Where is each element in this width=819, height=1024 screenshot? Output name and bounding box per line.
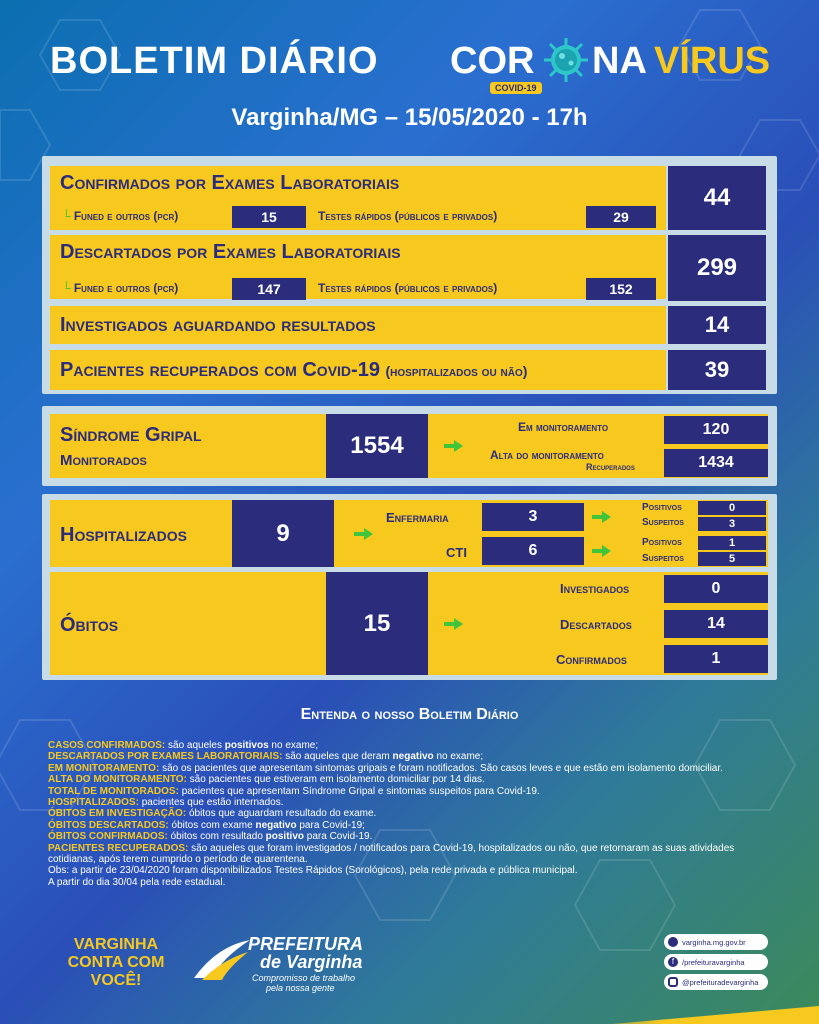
investigados-label: Investigados aguardando resultados xyxy=(60,314,376,336)
sindrome-label: Síndrome Gripal xyxy=(60,424,202,446)
title-na: NA xyxy=(592,40,647,82)
alta-sub: Recuperados xyxy=(586,462,635,472)
legend-obs2: A partir do dia 30/04 pela rede estadual. xyxy=(48,876,226,888)
obitos-label: Óbitos xyxy=(60,614,119,636)
legend-title: Entenda o nosso Boletim Diário xyxy=(300,706,519,723)
legend-item: HOSPITALIZADOS: pacientes que estão internados. xyxy=(48,797,284,809)
conf-funed-label: └ Funed e outros (pcr) xyxy=(62,209,179,223)
obitos-total: 15 xyxy=(326,572,428,675)
legend-item: ÓBITOS EM INVESTIGAÇÃO: óbitos que aguardam resultado do exame. xyxy=(48,808,377,820)
slogan-line2: CONTA COM xyxy=(67,954,165,971)
em-monitoramento-label: Em monitoramento xyxy=(518,420,609,434)
enfermaria-arrow-icon xyxy=(592,511,612,523)
obitos-confirmados-value: 1 xyxy=(664,645,768,673)
subtitle: Varginha/MG – 15/05/2020 - 17h xyxy=(231,104,588,131)
sindrome-arrow-icon xyxy=(444,440,464,452)
enf-sus-label: Suspeitos xyxy=(642,517,684,528)
conf-funed-value: 15 xyxy=(232,206,306,228)
obitos-arrow-icon xyxy=(444,618,464,630)
conf-rapidos-label: Testes rápidos (públicos e privados) xyxy=(318,209,498,223)
legend-item: PACIENTES RECUPERADOS: são aqueles que foram investigados / notificados para Covid-19, hospitalizados ou não, que retornaram as suas atividades cotidianas, após terem cumprido o período de quarentena. xyxy=(48,842,735,866)
cti-arrow-icon xyxy=(592,545,612,557)
cti-pos-label: Positivos xyxy=(642,537,682,548)
header-title xyxy=(50,30,780,100)
cti-label: CTI xyxy=(446,545,467,560)
desc-funed-value: 147 xyxy=(232,278,306,300)
obitos-descartados-label: Descartados xyxy=(560,617,632,632)
hospitalizados-total: 9 xyxy=(232,500,334,567)
legend-item: ALTA DO MONITORAMENTO: são pacientes que estiveram em isolamento domiciliar por 14 dias. xyxy=(48,774,485,786)
conf-rapidos-value: 29 xyxy=(586,206,656,228)
logo-line3: Compromisso de trabalho xyxy=(252,973,356,983)
cti-value: 6 xyxy=(482,537,584,565)
confirmados-label: Confirmados por Exames Laboratoriais xyxy=(60,172,400,194)
legend-item: ÓBITOS DESCARTADOS: óbitos com exame negativo para Covid-19; xyxy=(48,819,365,831)
investigados-total: 14 xyxy=(668,306,766,344)
enfermaria-label: Enfermaria xyxy=(386,510,449,525)
logo-line4: pela nossa gente xyxy=(266,983,335,993)
desc-rapidos-label: Testes rápidos (públicos e privados) xyxy=(318,281,498,295)
descartados-label: Descartados por Exames Laboratoriais xyxy=(60,241,401,263)
obitos-descartados-value: 14 xyxy=(664,610,768,638)
instagram-link[interactable] xyxy=(664,974,768,990)
footer-slogan xyxy=(52,936,180,990)
sindrome-sub: Monitorados xyxy=(60,452,147,469)
obitos-investigados-label: Investigados xyxy=(560,581,630,596)
legend-item: CASOS CONFIRMADOS: são aqueles positivos no exame; xyxy=(48,740,319,751)
conf-funed-text: Funed e outros (pcr) xyxy=(73,209,179,223)
logo-line1: PREFEITURA xyxy=(248,934,364,954)
enf-pos-label: Positivos xyxy=(642,502,682,513)
site-text: varginha.mg.gov.br xyxy=(682,937,746,947)
site-link[interactable] xyxy=(664,934,768,950)
virus-icon xyxy=(542,36,590,84)
slogan-line3: VOCÊ! xyxy=(90,972,142,989)
em-monitoramento-value: 120 xyxy=(664,416,768,444)
confirmados-total: 44 xyxy=(668,166,766,230)
cti-sus-value: 5 xyxy=(698,552,766,566)
globe-icon xyxy=(668,937,678,947)
enf-pos-value: 0 xyxy=(698,501,766,515)
bottom-stripe xyxy=(560,1006,819,1024)
recuperados-total: 39 xyxy=(668,350,766,390)
cti-pos-value: 1 xyxy=(698,536,766,550)
enfermaria-value: 3 xyxy=(482,503,584,531)
facebook-link[interactable] xyxy=(664,954,768,970)
desc-funed-text: Funed e outros (pcr) xyxy=(73,281,179,295)
obitos-investigados-value: 0 xyxy=(664,575,768,603)
prefeitura-logo xyxy=(192,934,392,994)
legend-obs1: Obs: a partir de 23/04/2020 foram disponibilizados Testes Rápidos (Sorológicos), pela rede privada e pública municipal. xyxy=(48,865,578,877)
legend-item: EM MONITORAMENTO: são os pacientes que apresentam sintomas gripais e foram notificados. São casos leves e que estão em isolamento domiciliar. xyxy=(48,762,723,774)
facebook-text: /prefeituravarginha xyxy=(682,957,745,967)
legend-list xyxy=(48,740,748,888)
social-links xyxy=(664,934,768,990)
sindrome-total: 1554 xyxy=(326,414,428,478)
legend-item: ÓBITOS CONFIRMADOS: óbitos com resultado positivo para Covid-19. xyxy=(48,831,373,843)
title-boletim: BOLETIM DIÁRIO xyxy=(50,40,379,82)
recuperados-small: (hospitalizados ou não) xyxy=(385,363,528,379)
obitos-confirmados-label: Confirmados xyxy=(556,652,627,667)
legend-item: DESCARTADOS POR EXAMES LABORATORIAIS: são aqueles que deram negativo no exame; xyxy=(48,751,484,763)
desc-funed-label: └ Funed e outros (pcr) xyxy=(62,281,179,295)
instagram-icon xyxy=(668,977,678,987)
recuperados-text: Pacientes recuperados com Covid-19 xyxy=(60,359,380,381)
title-virus: VÍRUS xyxy=(654,40,771,82)
desc-rapidos-value: 152 xyxy=(586,278,656,300)
hosp-arrow-icon xyxy=(354,528,374,540)
alta-value: 1434 xyxy=(664,449,768,477)
legend-item: TOTAL DE MONITORADOS: pacientes que apresentam Síndrome Gripal e sintomas suspeitos para Covid-19. xyxy=(48,785,540,797)
cti-sus-label: Suspeitos xyxy=(642,553,684,564)
alta-label: Alta do monitoramento xyxy=(490,448,604,462)
title-cor: COR xyxy=(450,40,535,82)
logo-line2: de Varginha xyxy=(260,952,363,972)
slogan-line1: VARGINHA xyxy=(73,936,159,953)
instagram-text: @prefeituradevarginha xyxy=(682,977,759,987)
recuperados-label xyxy=(60,359,527,382)
swoosh-icon xyxy=(192,938,252,982)
descartados-total: 299 xyxy=(668,235,766,301)
covid-tag: COVID-19 xyxy=(490,82,542,94)
enf-sus-value: 3 xyxy=(698,517,766,531)
facebook-icon: f xyxy=(668,957,678,967)
hospitalizados-label: Hospitalizados xyxy=(60,524,187,546)
